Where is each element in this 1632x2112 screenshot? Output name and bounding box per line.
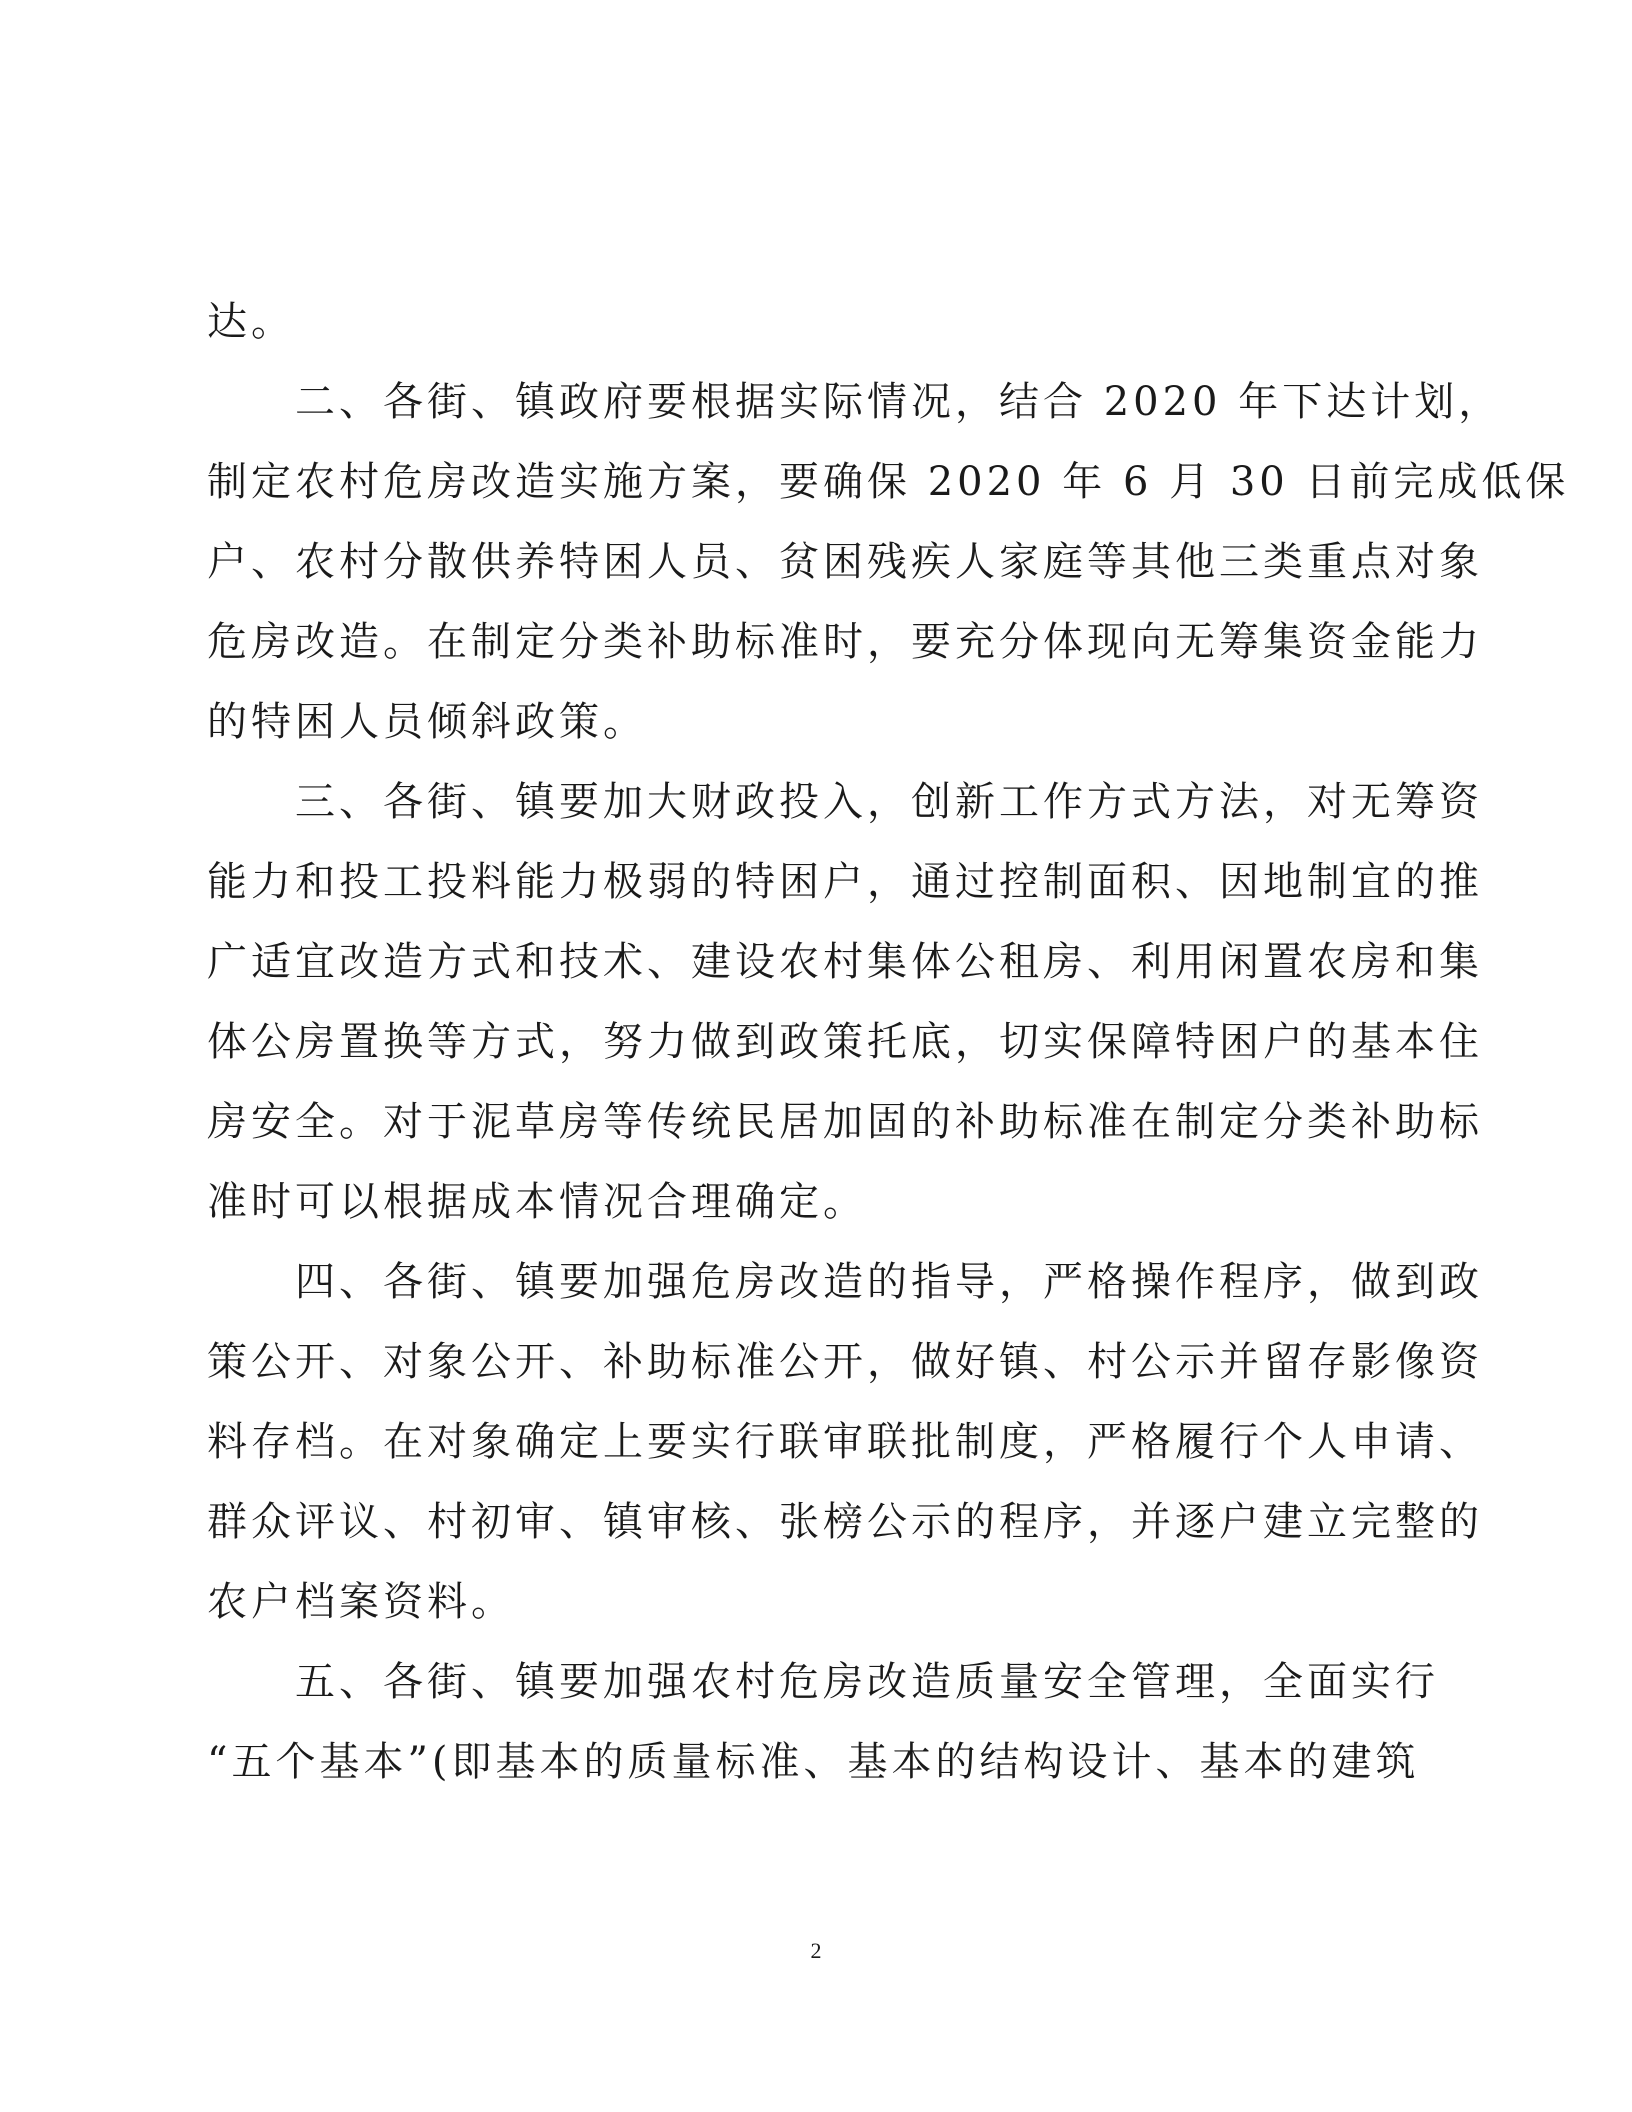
text-line: 群众评议、村初审、镇审核、张榜公示的程序，并逐户建立完整的 bbox=[207, 1499, 1483, 1545]
text-line: 危房改造。在制定分类补助标准时，要充分体现向无筹集资金能力 bbox=[207, 619, 1483, 665]
text-line: 三、各街、镇要加大财政投入，创新工作方式方法，对无筹资 bbox=[295, 779, 1483, 825]
text-line: 策公开、对象公开、补助标准公开，做好镇、村公示并留存影像资 bbox=[207, 1339, 1483, 1385]
text-line: 准时可以根据成本情况合理确定。 bbox=[207, 1179, 867, 1225]
text-line: 料存档。在对象确定上要实行联审联批制度，严格履行个人申请、 bbox=[207, 1419, 1483, 1465]
text-line: 农户档案资料。 bbox=[207, 1579, 515, 1625]
text-line: 户、农村分散供养特困人员、贫困残疾人家庭等其他三类重点对象 bbox=[207, 539, 1483, 585]
text-line: 达。 bbox=[207, 299, 295, 345]
text-line: 制定农村危房改造实施方案，要确保 2020 年 6 月 30 日前完成低保 bbox=[207, 459, 1570, 505]
text-line: “五个基本”(即基本的质量标准、基本的结构设计、基本的建筑 bbox=[207, 1739, 1420, 1785]
text-line: 五、各街、镇要加强农村危房改造质量安全管理，全面实行 bbox=[295, 1659, 1439, 1705]
text-line: 二、各街、镇政府要根据实际情况，结合 2020 年下达计划， bbox=[295, 379, 1503, 425]
body-text bbox=[207, 282, 1570, 1802]
text-line: 房安全。对于泥草房等传统民居加固的补助标准在制定分类补助标 bbox=[207, 1099, 1483, 1145]
text-line: 广适宜改造方式和技术、建设农村集体公租房、利用闲置农房和集 bbox=[207, 939, 1483, 985]
text-line: 四、各街、镇要加强危房改造的指导，严格操作程序，做到政 bbox=[295, 1259, 1483, 1305]
text-line: 的特困人员倾斜政策。 bbox=[207, 699, 647, 745]
page-number: 2 bbox=[810, 1938, 822, 1963]
text-line: 能力和投工投料能力极弱的特困户，通过控制面积、因地制宜的推 bbox=[207, 859, 1483, 905]
text-line: 体公房置换等方式，努力做到政策托底，切实保障特困户的基本住 bbox=[207, 1019, 1483, 1065]
